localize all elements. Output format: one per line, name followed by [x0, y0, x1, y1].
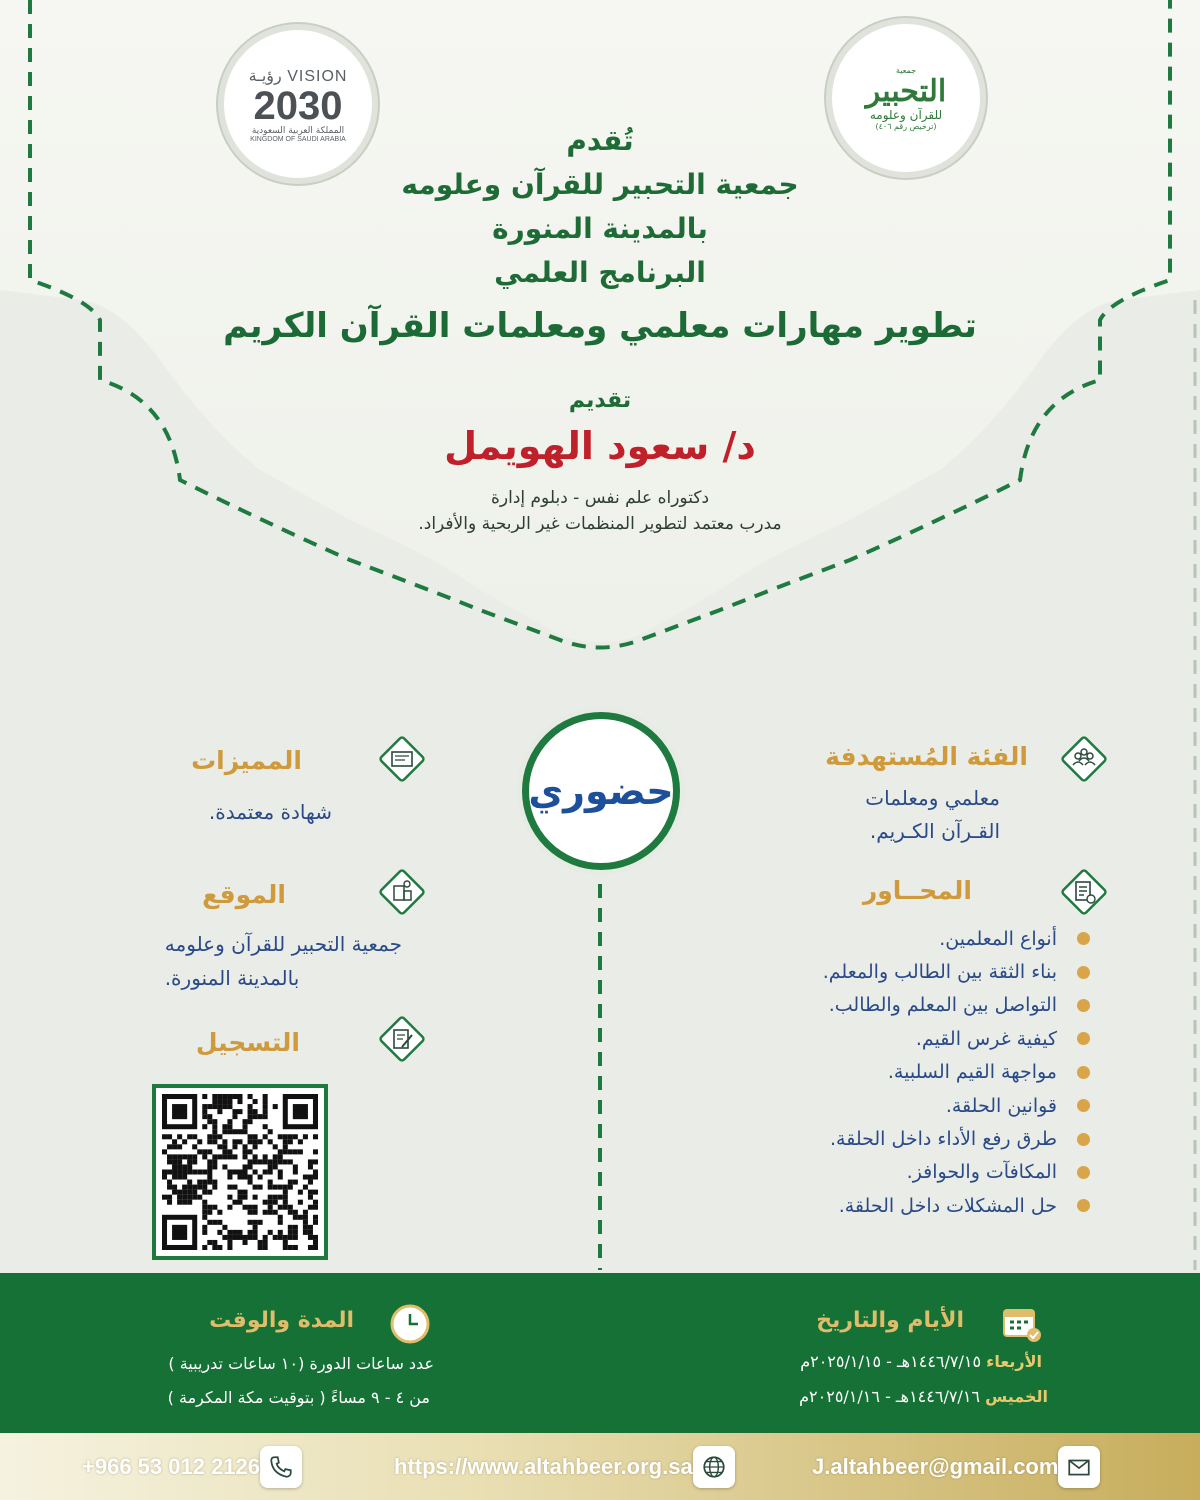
bullet-icon: [1077, 1133, 1090, 1146]
location-line-2: بالمدينة المنورة.: [164, 966, 300, 990]
email-icon: [1058, 1446, 1100, 1488]
duration-hours: عدد ساعات الدورة (١٠ ساعات تدريبية ): [168, 1354, 434, 1373]
contact-footer: [0, 1433, 1200, 1500]
email-contact[interactable]: [798, 1445, 1100, 1489]
bullet-icon: [1077, 999, 1090, 1012]
vision-2030-logo: VISION رؤيـة 2030 المملكة العربية السعودية KINGDOM OF SAUDI ARABIA: [218, 24, 378, 184]
phone-icon: [260, 1446, 302, 1488]
list-item: التواصل بين المعلم والطالب.: [590, 989, 1090, 1022]
topics-list: [590, 922, 1090, 1223]
day-date: ١٤٤٦/٧/١٥هـ - ٢٠٢٥/١/١٥م: [800, 1352, 982, 1371]
bullet-icon: [1077, 1166, 1090, 1179]
list-item: طرق رفع الأداء داخل الحلقة.: [590, 1122, 1090, 1155]
building-location-icon: [376, 866, 428, 918]
list-item: قوانين الحلقة.: [590, 1089, 1090, 1122]
list-item: كيفية غرس القيم.: [590, 1022, 1090, 1055]
bullet-icon: [1077, 966, 1090, 979]
day-name: الخميس: [985, 1387, 1048, 1406]
audience-line-2: القـرآن الكـريم.: [869, 819, 1000, 843]
website-url: https://www.altahbeer.org.sa: [394, 1454, 693, 1479]
duration-title: المدة والوقت: [209, 1308, 354, 1333]
email-address: J.altahbeer@gmail.com: [812, 1454, 1059, 1479]
list-item: أنواع المعلمين.: [590, 922, 1090, 955]
list-item: حل المشكلات داخل الحلقة.: [590, 1189, 1090, 1222]
group-icon: [1058, 733, 1110, 785]
certificate-icon: [376, 733, 428, 785]
audience-title: الفئة المُستهدفة: [825, 742, 1028, 771]
presenter-role: مدرب معتمد لتطوير المنظمات غير الربحية والأفراد.: [418, 514, 782, 534]
organization-logo: جمعية التحبير للقرآن وعلومه (ترخيص رقم ٤٠٦): [826, 18, 986, 178]
bullet-icon: [1077, 1066, 1090, 1079]
presented-by-label: تقديم: [568, 388, 632, 413]
attendance-mode-badge: حضوري: [522, 712, 680, 870]
duration-time: من ٤ - ٩ مساءً ( بتوقيت مكة المكرمة ): [167, 1388, 430, 1407]
bullet-icon: [1077, 1099, 1090, 1112]
location-line-1: جمعية التحبير للقرآن وعلومه: [164, 932, 402, 956]
bullet-icon: [1077, 932, 1090, 945]
day-name: الأربعاء: [986, 1352, 1042, 1371]
presents-label: تُقدم: [566, 124, 634, 157]
bullet-icon: [1077, 1199, 1090, 1212]
checklist-icon: [1058, 866, 1110, 918]
features-text: شهادة معتمدة.: [208, 800, 332, 824]
clock-icon: [388, 1302, 432, 1346]
registration-qr-code[interactable]: [152, 1084, 328, 1260]
features-title: المميزات: [191, 746, 302, 775]
bullet-icon: [1077, 1032, 1090, 1045]
list-item: المكافآت والحوافز.: [590, 1156, 1090, 1189]
registration-title: التسجيل: [195, 1028, 300, 1057]
audience-line-1: معلمي ومعلمات: [865, 786, 1000, 810]
phone-contact[interactable]: [68, 1445, 302, 1489]
presenter-credentials: دكتوراه علم نفس - دبلوم إدارة: [490, 488, 710, 508]
list-item: بناء الثقة بين الطالب والمعلم.: [590, 955, 1090, 988]
schedule-day-1: [582, 1352, 1042, 1371]
qr-code-pattern: [162, 1094, 318, 1250]
presenter-name: د/ سعود الهويمل: [444, 424, 756, 468]
day-date: ١٤٤٦/٧/١٦هـ - ٢٠٢٥/١/١٦م: [799, 1387, 980, 1406]
location-title: الموقع: [202, 880, 286, 909]
program-title: تطوير مهارات معلمي ومعلمات القرآن الكريم: [223, 306, 977, 346]
org-name: جمعية التحبير للقرآن وعلومه: [401, 168, 799, 201]
calendar-icon: [1000, 1302, 1044, 1346]
schedule-title: الأيام والتاريخ: [816, 1308, 964, 1333]
schedule-day-2: [578, 1387, 1048, 1406]
registration-form-icon: [376, 1013, 428, 1065]
topics-title: المحــاور: [862, 876, 972, 905]
globe-icon: [693, 1446, 735, 1488]
phone-number: +966 53 012 2126: [82, 1454, 261, 1479]
program-label: البرنامج العلمي: [494, 256, 706, 289]
city: بالمدينة المنورة: [492, 212, 708, 245]
list-item: مواجهة القيم السلبية.: [590, 1056, 1090, 1089]
website-link[interactable]: [380, 1445, 735, 1489]
